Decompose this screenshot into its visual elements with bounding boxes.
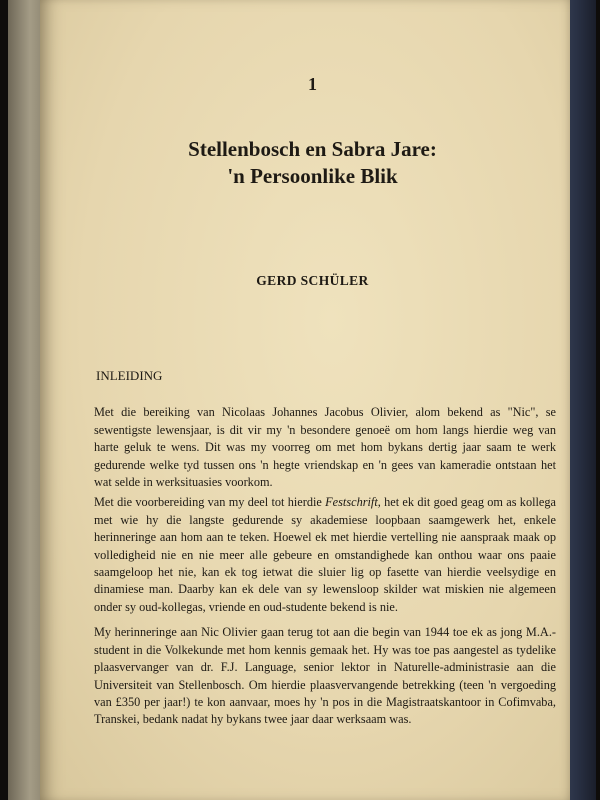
paragraph-2 (94, 494, 556, 616)
chapter-number: 1 (308, 74, 317, 94)
book-page (40, 0, 570, 800)
chapter-title-line-1: Stellenbosch en Sabra Jare: (188, 137, 437, 161)
author-name: GERD SCHÜLER (256, 273, 369, 288)
paragraph-1: Met die bereiking van Nicolaas Johannes Jacobus Olivier, alom bekend as "Nic", se sewentigste lewensjaar, is dit vir my 'n besondere genoeë om hom langs hierdie weg van harte geluk te wens. Dit was my voorreg om met hom bykans dertig jaar saam te werk gedurende welke tyd tussen ons 'n hegte vriendskap en 'n gees van kameradie ontstaan het wat selde in werksituasies voorkom. (94, 405, 556, 489)
paragraph-2-rest: , het ek dit goed geag om as kollega met wie hy die langste gedurende sy akademiese loopbaan saamgewerk het, enkele herinneringe aan hom aan te teken. Hoewel ek met hierdie vertelling nie aanspraak maak op volledigheid nie en nie meer alle gebeure en omstandighede kan onthou waar ons paaie saamgeloop het nie, kan ek tog ietwat die sluier lig op fasette van hierdie veelsydige en dinamiese man. Daarby kan ek dele van sy lewensloop skilder wat miskien nie algemeen onder sy oud-kollegas, vriende en oud-studente bekend is nie. (94, 495, 556, 614)
festschrift-italic: Festschrift (325, 495, 378, 510)
paragraph-2-start: Met die voorbereiding van my deel tot hierdie (94, 495, 326, 510)
paragraph-3: My herinneringe aan Nic Olivier gaan terug tot aan die begin van 1944 toe ek as jong M.A.-student in die Volkekunde met hom kennis gemaak het. Hy was toe pas aangestel as tydelike plaasvervanger van dr. F.J. Language, senior lektor in Naturelle-administrasie aan die Universiteit van Stellenbosch. Om hierdie plaasvervangende betrekking (teen 'n vergoeding van £350 per jaar!) te kon aanvaar, moes hy 'n pos in die Magistraatskantoor in Cofimvaba, Transkei, bedank nadat hy bykans twee jaar daar werksaam was. (94, 625, 556, 727)
section-heading: INLEIDING (96, 368, 163, 383)
chapter-title (40, 136, 585, 190)
chapter-title-line-2: 'n Persoonlike Blik (227, 164, 398, 188)
